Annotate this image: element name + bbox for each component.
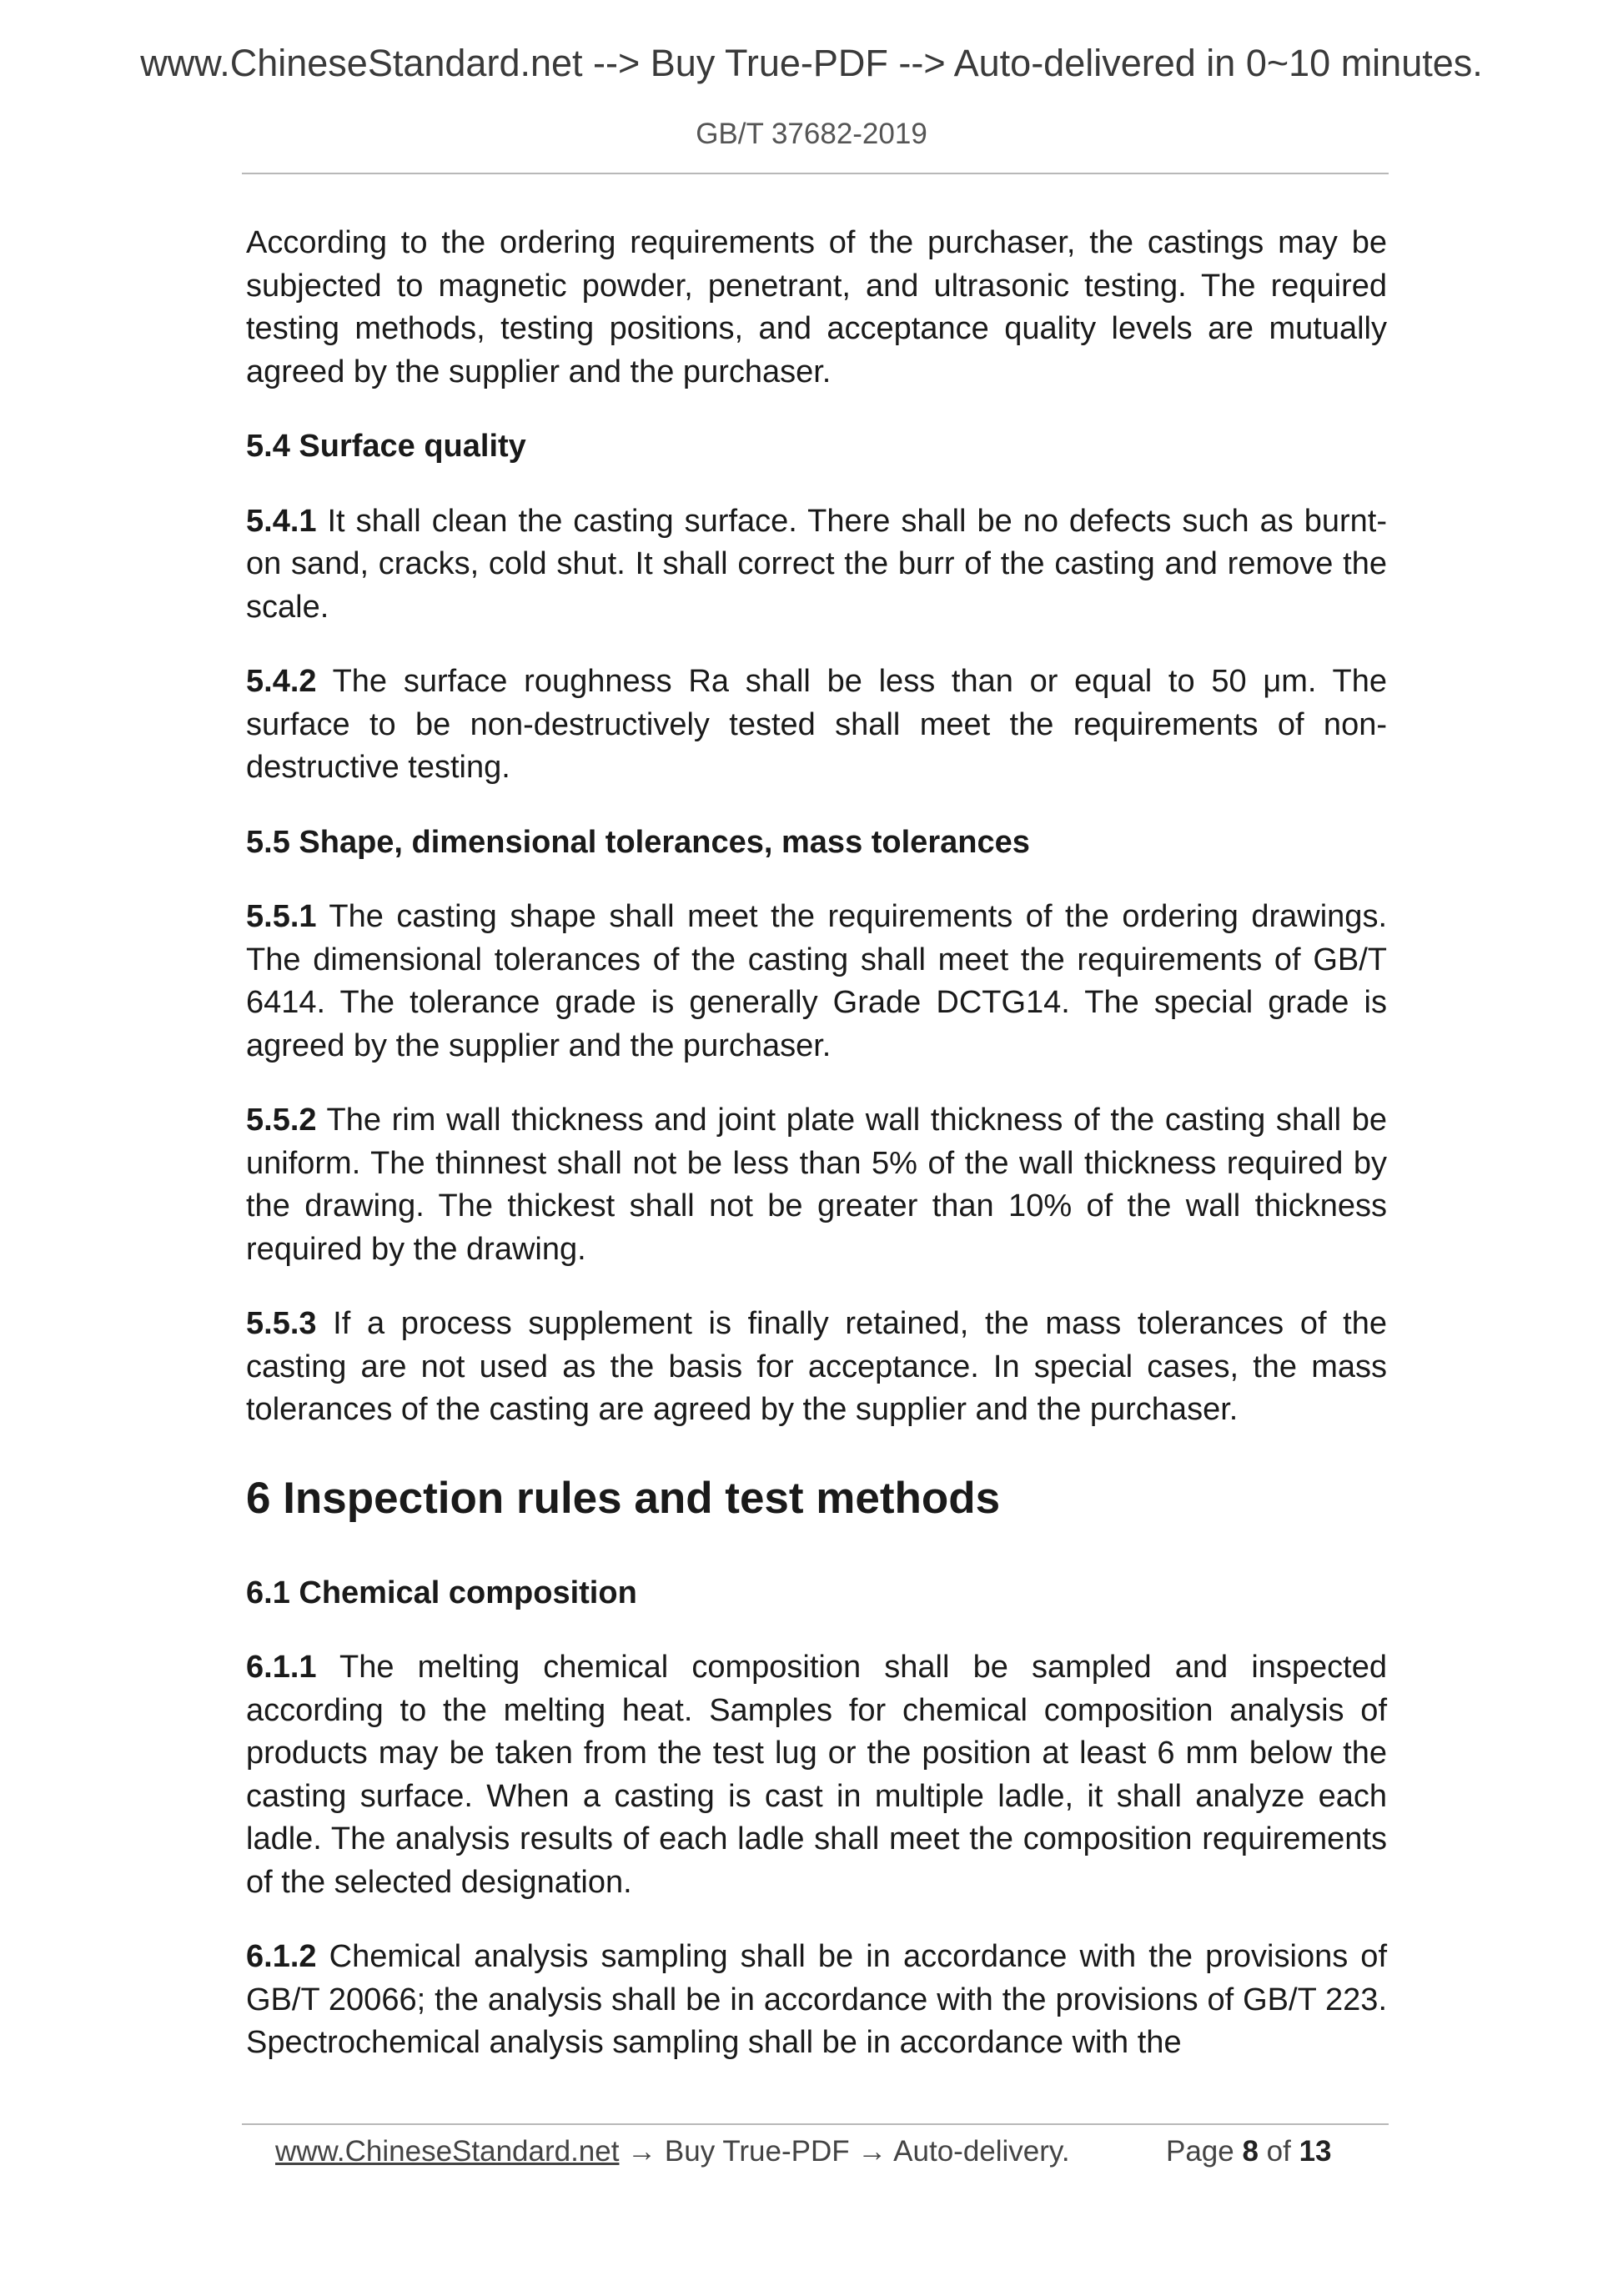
clause-5-5-3 xyxy=(246,1303,1387,1432)
page-footer xyxy=(275,2135,1359,2177)
header-banner: www.ChineseStandard.net --> Buy True-PDF --> Auto-delivered in 0~10 minutes. xyxy=(140,42,1483,84)
clause-number: 5.5.1 xyxy=(246,899,317,934)
clause-5-5-1 xyxy=(246,896,1387,1068)
footer-divider xyxy=(242,2123,1389,2125)
section-6-heading: 6 Inspection rules and test methods xyxy=(246,1473,1001,1523)
current-page-number: 8 xyxy=(1242,2135,1259,2168)
clause-5-4-1 xyxy=(246,500,1387,630)
section-5-5-heading: 5.5 Shape, dimensional tolerances, mass tolerances xyxy=(246,824,1030,860)
clause-number: 6.1.1 xyxy=(246,1650,317,1685)
document-id: GB/T 37682-2019 xyxy=(696,118,927,150)
clause-number: 6.1.2 xyxy=(246,1939,317,1974)
footer-promo-text: → Buy True-PDF → Auto-delivery. xyxy=(619,2135,1070,2168)
clause-6-1-2 xyxy=(246,1936,1387,2065)
document-body xyxy=(246,222,1387,2097)
clause-5-5-2 xyxy=(246,1099,1387,1271)
section-6-1-heading: 6.1 Chemical composition xyxy=(246,1575,637,1610)
clause-text: The surface roughness Ra shall be less than or equal to 50 μm. The surface to be non-destructively tested shall meet the requirements of non-destructive testing. xyxy=(246,664,1387,785)
clause-text: The melting chemical composition shall be sampled and inspected according to the melting heat. Samples for chemical composition analysis of products may be taken from the test lug or the position at least 6 mm below the casting surface. When a casting is cast in multiple ladle, it shall analyze each ladle. The analysis results of each ladle shall meet the composition requirements of the selected designation. xyxy=(246,1650,1387,1900)
section-5-4-heading: 5.4 Surface quality xyxy=(246,429,526,464)
clause-text: It shall clean the casting surface. There shall be no defects such as burnt-on sand, cracks, cold shut. It shall correct the burr of the casting and remove the scale. xyxy=(246,503,1387,625)
clause-6-1-1 xyxy=(246,1646,1387,1904)
clause-number: 5.5.2 xyxy=(246,1103,317,1138)
footer-site-link[interactable]: www.ChineseStandard.net xyxy=(275,2135,620,2168)
page-of-label: of xyxy=(1258,2135,1299,2168)
clause-text: The rim wall thickness and joint plate wall thickness of the casting shall be uniform. The thinnest shall not be less than 5% of the wall thickness required by the drawing. The thickest shall not be greater than 10% of the wall thickness required by the drawing. xyxy=(246,1103,1387,1267)
clause-number: 5.4.1 xyxy=(246,503,317,539)
total-pages-number: 13 xyxy=(1299,2135,1332,2168)
clause-5-4-2 xyxy=(246,661,1387,790)
intro-paragraph: According to the ordering requirements of the purchaser, the castings may be subjected to magnetic powder, penetrant, and ultrasonic testing. The required testing methods, testing positions, and acceptance quality levels are mutually agreed by the supplier and the purchaser. xyxy=(246,225,1387,389)
header-divider xyxy=(242,173,1389,174)
clause-text: The casting shape shall meet the requirements of the ordering drawings. The dimensional tolerances of the casting shall meet the requirements of GB/T 6414. The tolerance grade is generally Grade DCTG14. The special grade is agreed by the supplier and the purchaser. xyxy=(246,899,1387,1063)
footer-promo xyxy=(275,2135,1070,2168)
clause-number: 5.4.2 xyxy=(246,664,317,699)
clause-number: 5.5.3 xyxy=(246,1306,317,1341)
clause-text: Chemical analysis sampling shall be in accordance with the provisions of GB/T 20066; the analysis shall be in accordance with the provisions of GB/T 223. Spectrochemical analysis sampling shall be in accordance with the xyxy=(246,1939,1387,2060)
page-label: Page xyxy=(1166,2135,1243,2168)
clause-text: If a process supplement is finally retained, the mass tolerances of the casting are not used as the basis for acceptance. In special cases, the mass tolerances of the casting are agreed by the supplier and the purchaser. xyxy=(246,1306,1387,1427)
page-indicator xyxy=(1166,2135,1332,2168)
